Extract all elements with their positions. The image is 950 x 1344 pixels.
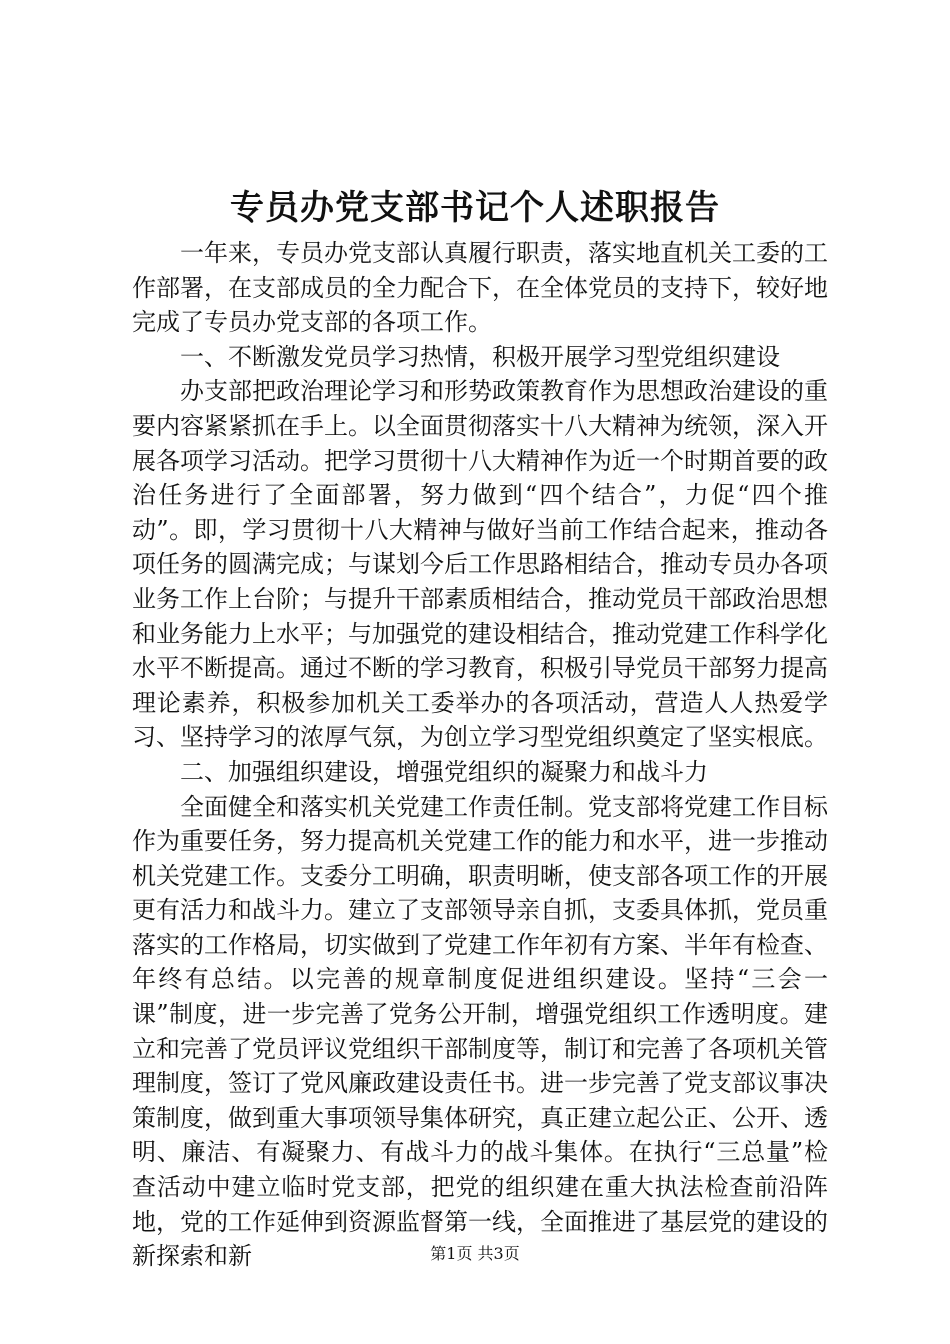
intro-paragraph: 一年来，专员办党支部认真履行职责，落实地直机关工委的工作部署，在支部成员的全力配合下，在全体党员的支持下，较好地完成了专员办党支部的各项工作。: [132, 239, 828, 337]
section-2-paragraph: 全面健全和落实机关党建工作责任制。党支部将党建工作目标作为重要任务，努力提高机关党建工作的能力和水平，进一步推动机关党建工作。支委分工明确，职责明晰，使支部各项工作的开展更有活力和战斗力。建立了支部领导亲自抓，支委具体抓，党员重落实的工作格局，切实做到了党建工作年初有方案、半年有检查、年终有总结。以完善的规章制度促进组织建设。坚持“三会一课”制度，进一步完善了党务公开制，增强党组织工作透明度。建立和完善了党员评议党组织干部制度等，制订和完善了各项机关管理制度，签订了党风廉政建设责任书。进一步完善了党支部议事决策制度，做到重大事项领导集体研究，真正建立起公正、公开、透明、廉洁、有凝聚力、有战斗力的战斗集体。在执行“三总量”检查活动中建立临时党支部，把党的组织建在重大执法检查前沿阵地，党的工作延伸到资源监督第一线，全面推进了基层党的建设的新探索和新: [132, 792, 828, 1271]
page-number-footer: 第1页 共3页: [430, 1244, 520, 1263]
section-1-paragraph: 办支部把政治理论学习和形势政策教育作为思想政治建设的重要内容紧紧抓在手上。以全面贯彻落实十八大精神为统领，深入开展各项学习活动。把学习贯彻十八大精神作为近一个时期首要的政治任务进行了全面部署，努力做到“四个结合”，力促“四个推动”。即，学习贯彻十八大精神与做好当前工作结合起来，推动各项任务的圆满完成；与谋划今后工作思路相结合，推动专员办各项业务工作上台阶；与提升干部素质相结合，推动党员干部政治思想和业务能力上水平；与加强党的建设相结合，推动党建工作科学化水平不断提高。通过不断的学习教育，积极引导党员干部努力提高理论素养，积极参加机关工委举办的各项活动，营造人人热爱学习、坚持学习的浓厚气氛，为创立学习型党组织奠定了坚实根底。: [132, 377, 828, 752]
document-body: [132, 236, 828, 1274]
section-heading-1: 一、不断激发党员学习热情，积极开展学习型党组织建设: [180, 342, 780, 371]
document-title: 专员办党支部书记个人述职报告: [230, 188, 720, 228]
section-heading-2: 二、加强组织建设，增强党组织的凝聚力和战斗力: [180, 757, 708, 786]
